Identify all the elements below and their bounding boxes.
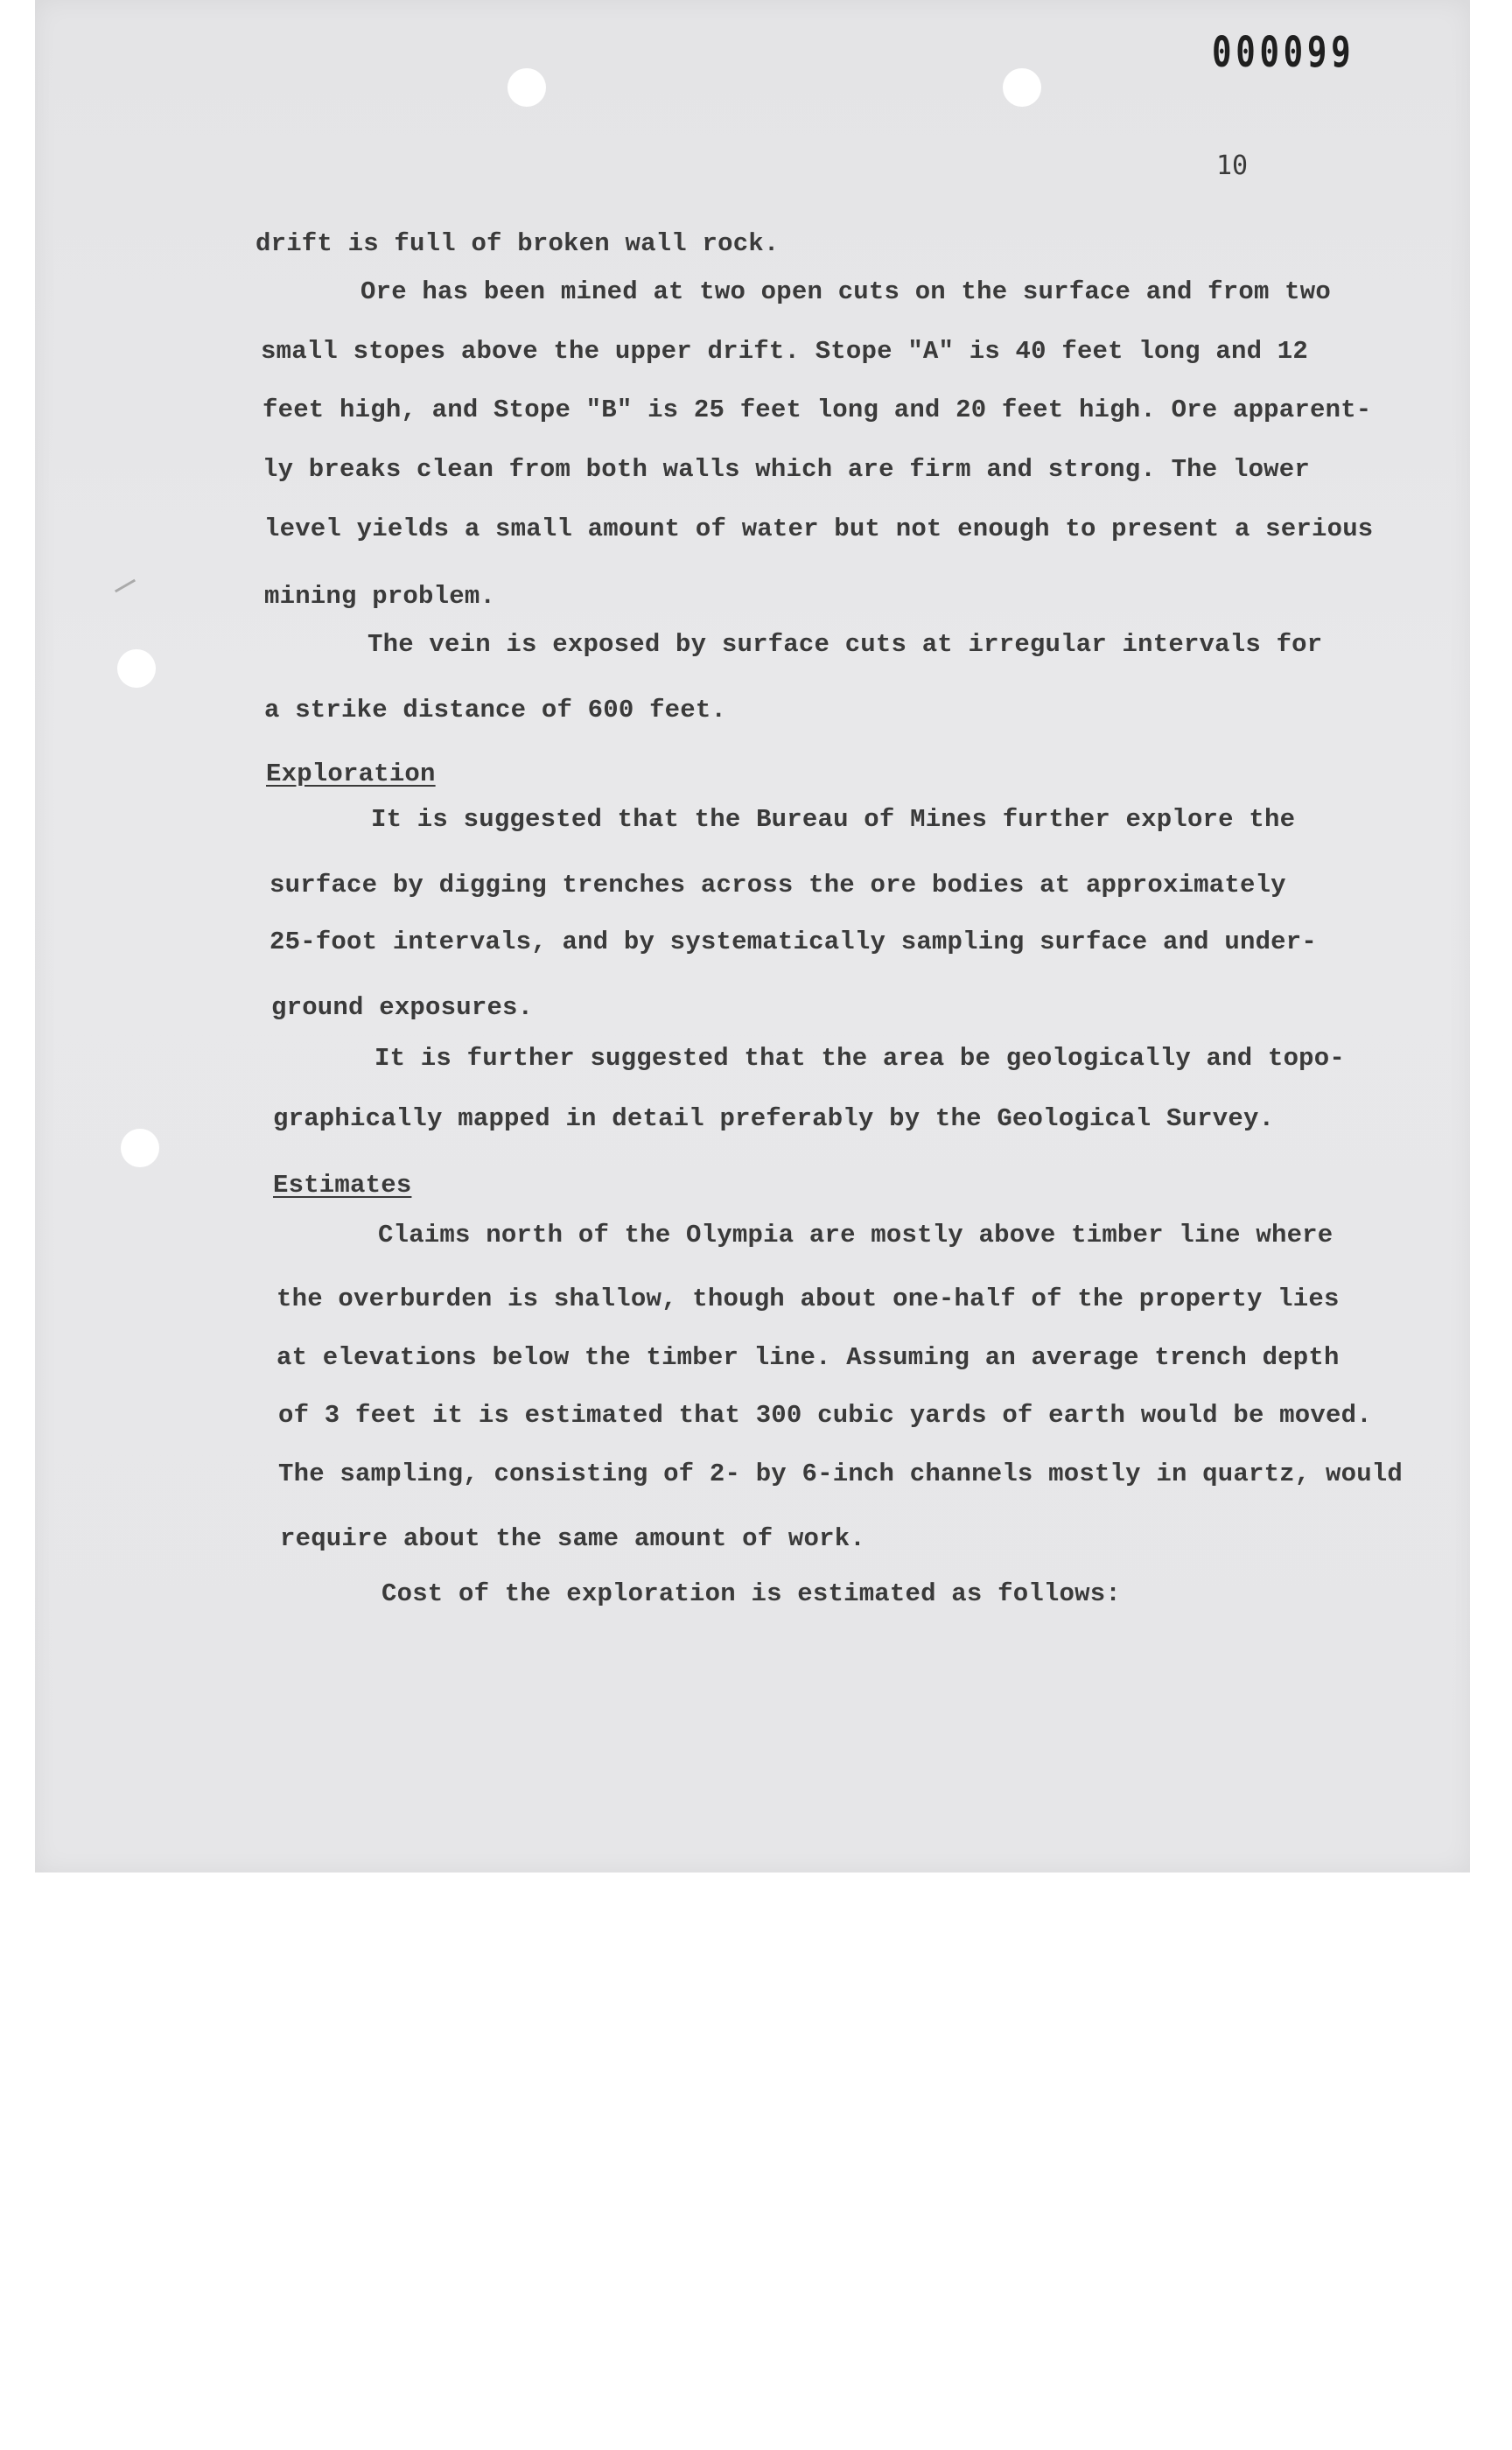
- text-line: a strike distance of 600 feet.: [264, 696, 727, 724]
- text-line: Claims north of the Olympia are mostly above timber line where: [378, 1221, 1334, 1250]
- text-line: ly breaks clean from both walls which are firm and strong. The lower: [262, 455, 1310, 484]
- text-line: Ore has been mined at two open cuts on the surface and from two: [360, 277, 1331, 306]
- text-line: 25-foot intervals, and by systematically sampling surface and under-: [270, 928, 1317, 956]
- text-line: feet high, and Stope "B" is 25 feet long and 20 feet high. Ore apparent-: [262, 396, 1372, 424]
- text-line: drift is full of broken wall rock.: [256, 229, 780, 258]
- text-line: at elevations below the timber line. Assuming an average trench depth: [276, 1343, 1340, 1372]
- section-heading-estimates: Estimates: [273, 1171, 412, 1200]
- text-line: surface by digging trenches across the ore bodies at approximately: [270, 871, 1286, 900]
- punch-hole-top-left: [508, 68, 546, 107]
- text-line: of 3 feet it is estimated that 300 cubic yards of earth would be moved.: [278, 1401, 1372, 1430]
- punch-hole-left-lower: [121, 1129, 159, 1167]
- punch-hole-left-upper: [117, 649, 156, 688]
- section-heading-exploration: Exploration: [266, 760, 436, 788]
- text-line: mining problem.: [264, 582, 496, 611]
- text-line: graphically mapped in detail preferably by the Geological Survey.: [273, 1104, 1275, 1133]
- text-line: require about the same amount of work.: [280, 1524, 865, 1553]
- text-line: Cost of the exploration is estimated as follows:: [382, 1579, 1121, 1608]
- page-number: 10: [1216, 150, 1249, 181]
- text-line: The vein is exposed by surface cuts at irregular intervals for: [368, 630, 1323, 659]
- text-line: ground exposures.: [271, 993, 534, 1022]
- text-line: It is further suggested that the area be geologically and topo-: [374, 1044, 1345, 1073]
- text-line: the overburden is shallow, though about one-half of the property lies: [276, 1284, 1340, 1313]
- text-line: The sampling, consisting of 2- by 6-inch channels mostly in quartz, would: [278, 1460, 1404, 1488]
- text-line: small stopes above the upper drift. Stope "A" is 40 feet long and 12: [261, 337, 1308, 366]
- text-line: level yields a small amount of water but not enough to present a serious: [264, 514, 1374, 543]
- text-line: It is suggested that the Bureau of Mines further explore the: [371, 805, 1296, 834]
- punch-hole-top-right: [1003, 68, 1041, 107]
- document-number: 000099: [1212, 28, 1355, 77]
